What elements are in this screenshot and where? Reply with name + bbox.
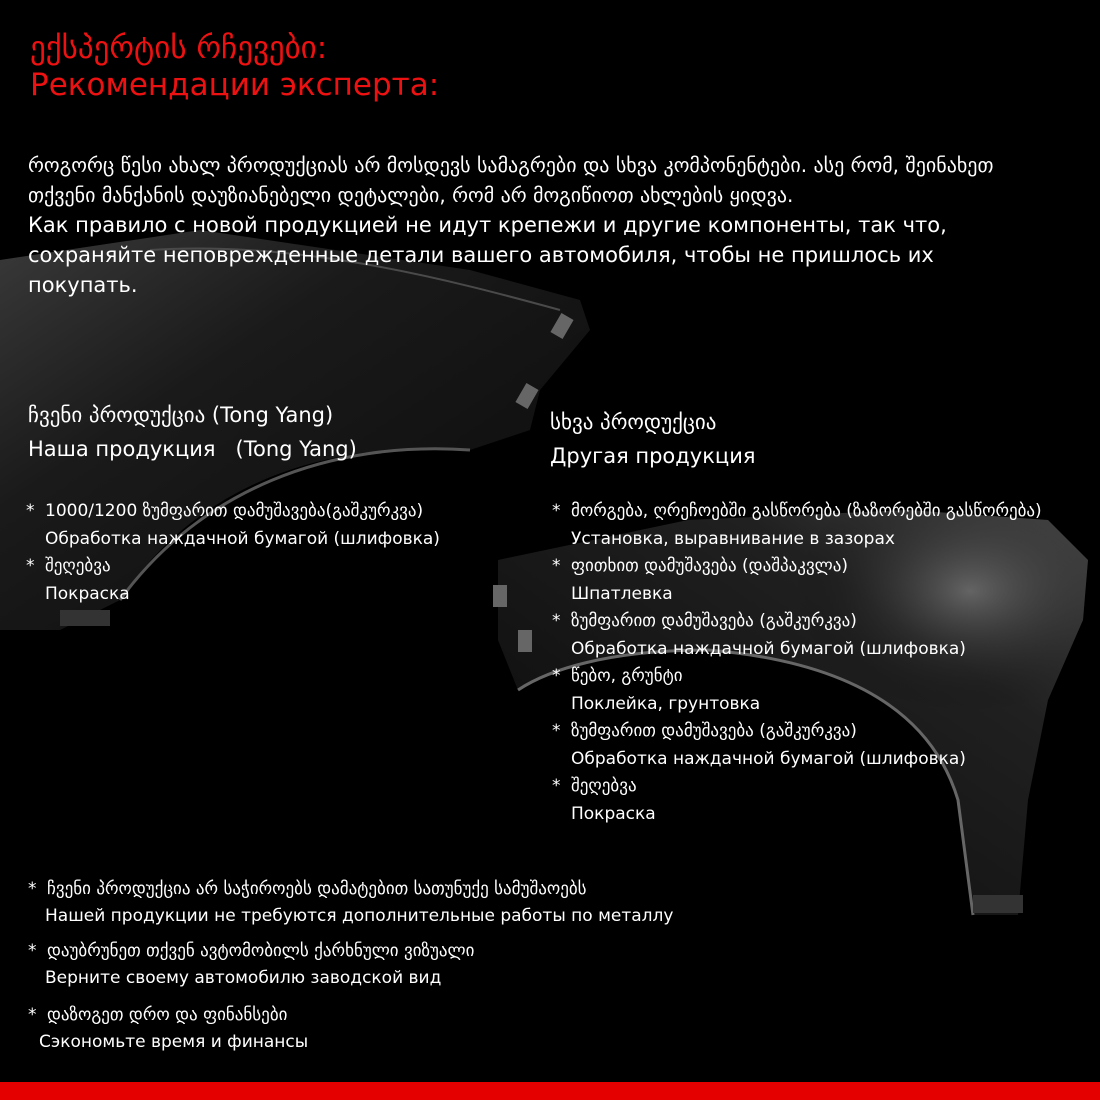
step-russian: Поклейка, грунтовка [571, 693, 761, 714]
other-product-heading-georgian: სხვა პროდუქცია [550, 410, 717, 434]
step-russian: Установка, выравнивание в зазорах [571, 528, 895, 549]
step-georgian: მორგება, ღრეჩოებში გასწორება (ზაზორებში გასწორება) [571, 501, 1042, 521]
other-product-heading [550, 405, 756, 473]
step-georgian: ზუმფარით დამუშავება (გაშკურკვა) [571, 611, 857, 631]
step-russian: Покраска [571, 803, 656, 824]
our-product-heading [28, 398, 357, 466]
intro-text-russian: Как правило с новой продукцией не идут крепежи и другие компоненты, так что, сохраняйте неповрежденные детали вашего автомобиля, чтобы не пришлось их покупать. [28, 213, 947, 297]
benefit-georgian: ჩვენი პროდუქცია არ საჭიროებს დამატებით სათუნუქე სამუშაოებს [47, 879, 587, 899]
step-georgian: შეღებვა [45, 556, 111, 576]
bullet-star: * [552, 611, 561, 631]
bullet-star: * [26, 501, 35, 521]
page-title-russian: Рекомендации эксперта: [30, 67, 440, 103]
step-russian: Обработка наждачной бумагой (шлифовка) [45, 528, 440, 549]
bullet-star: * [552, 556, 561, 576]
bullet-star: * [28, 1005, 37, 1025]
step-georgian: შეღებვა [571, 776, 637, 796]
step-georgian: ფითხით დამუშავება (დაშპაკვლა) [571, 556, 849, 576]
bullet-star: * [552, 666, 561, 686]
list-item [552, 718, 1042, 773]
other-product-heading-russian: Другая продукция [550, 444, 756, 468]
bullet-star: * [552, 501, 561, 521]
benefit-russian: Нашей продукции не требуются дополнительные работы по металлу [45, 906, 674, 926]
bullet-star: * [28, 879, 37, 899]
step-russian: Обработка наждачной бумагой (шлифовка) [571, 638, 966, 659]
step-russian: Обработка наждачной бумагой (шлифовка) [571, 748, 966, 769]
benefit-item [28, 875, 673, 929]
list-item [26, 553, 440, 608]
step-georgian: 1000/1200 ზუმფარით დამუშავება(გაშკურკვა) [45, 501, 424, 521]
list-item [552, 773, 1042, 828]
list-item [552, 498, 1042, 553]
benefit-item [28, 937, 474, 991]
bullet-star: * [552, 776, 561, 796]
list-item [552, 608, 1042, 663]
step-georgian: ზუმფარით დამუშავება (გაშკურკვა) [571, 721, 857, 741]
list-item [552, 553, 1042, 608]
bullet-star: * [28, 941, 37, 961]
step-russian: Покраска [45, 583, 130, 604]
our-product-heading-georgian: ჩვენი პროდუქცია (Tong Yang) [28, 403, 334, 427]
intro-paragraph [28, 150, 1038, 300]
other-product-steps [552, 498, 1042, 828]
page-title-georgian: ექსპერტის რჩევები: [30, 30, 328, 66]
list-item [552, 663, 1042, 718]
step-georgian: წებო, გრუნტი [571, 666, 683, 686]
intro-text-georgian: როგორც წესი ახალ პროდუქციას არ მოსდევს სამაგრები და სხვა კომპონენტები. ასე რომ, შეინახეთ თქვენი მანქანის დაუზიანებელი დეტალები, რომ არ მოგიწიოთ ახლების ყიდვა. [28, 153, 994, 207]
our-product-steps [26, 498, 440, 608]
benefit-item [28, 1001, 308, 1055]
our-product-heading-russian: Наша продукция (Tong Yang) [28, 437, 357, 461]
benefit-russian: Сэкономьте время и финансы [39, 1032, 309, 1052]
benefit-georgian: დაზოგეთ დრო და ფინანსები [47, 1005, 288, 1025]
step-russian: Шпатлевка [571, 583, 673, 604]
bottom-red-bar [0, 1082, 1100, 1100]
benefit-georgian: დაუბრუნეთ თქვენ ავტომობილს ქარხნული ვიზუალი [47, 941, 475, 961]
bullet-star: * [552, 721, 561, 741]
benefit-russian: Верните своему автомобилю заводской вид [45, 968, 442, 988]
bullet-star: * [26, 556, 35, 576]
list-item [26, 498, 440, 553]
